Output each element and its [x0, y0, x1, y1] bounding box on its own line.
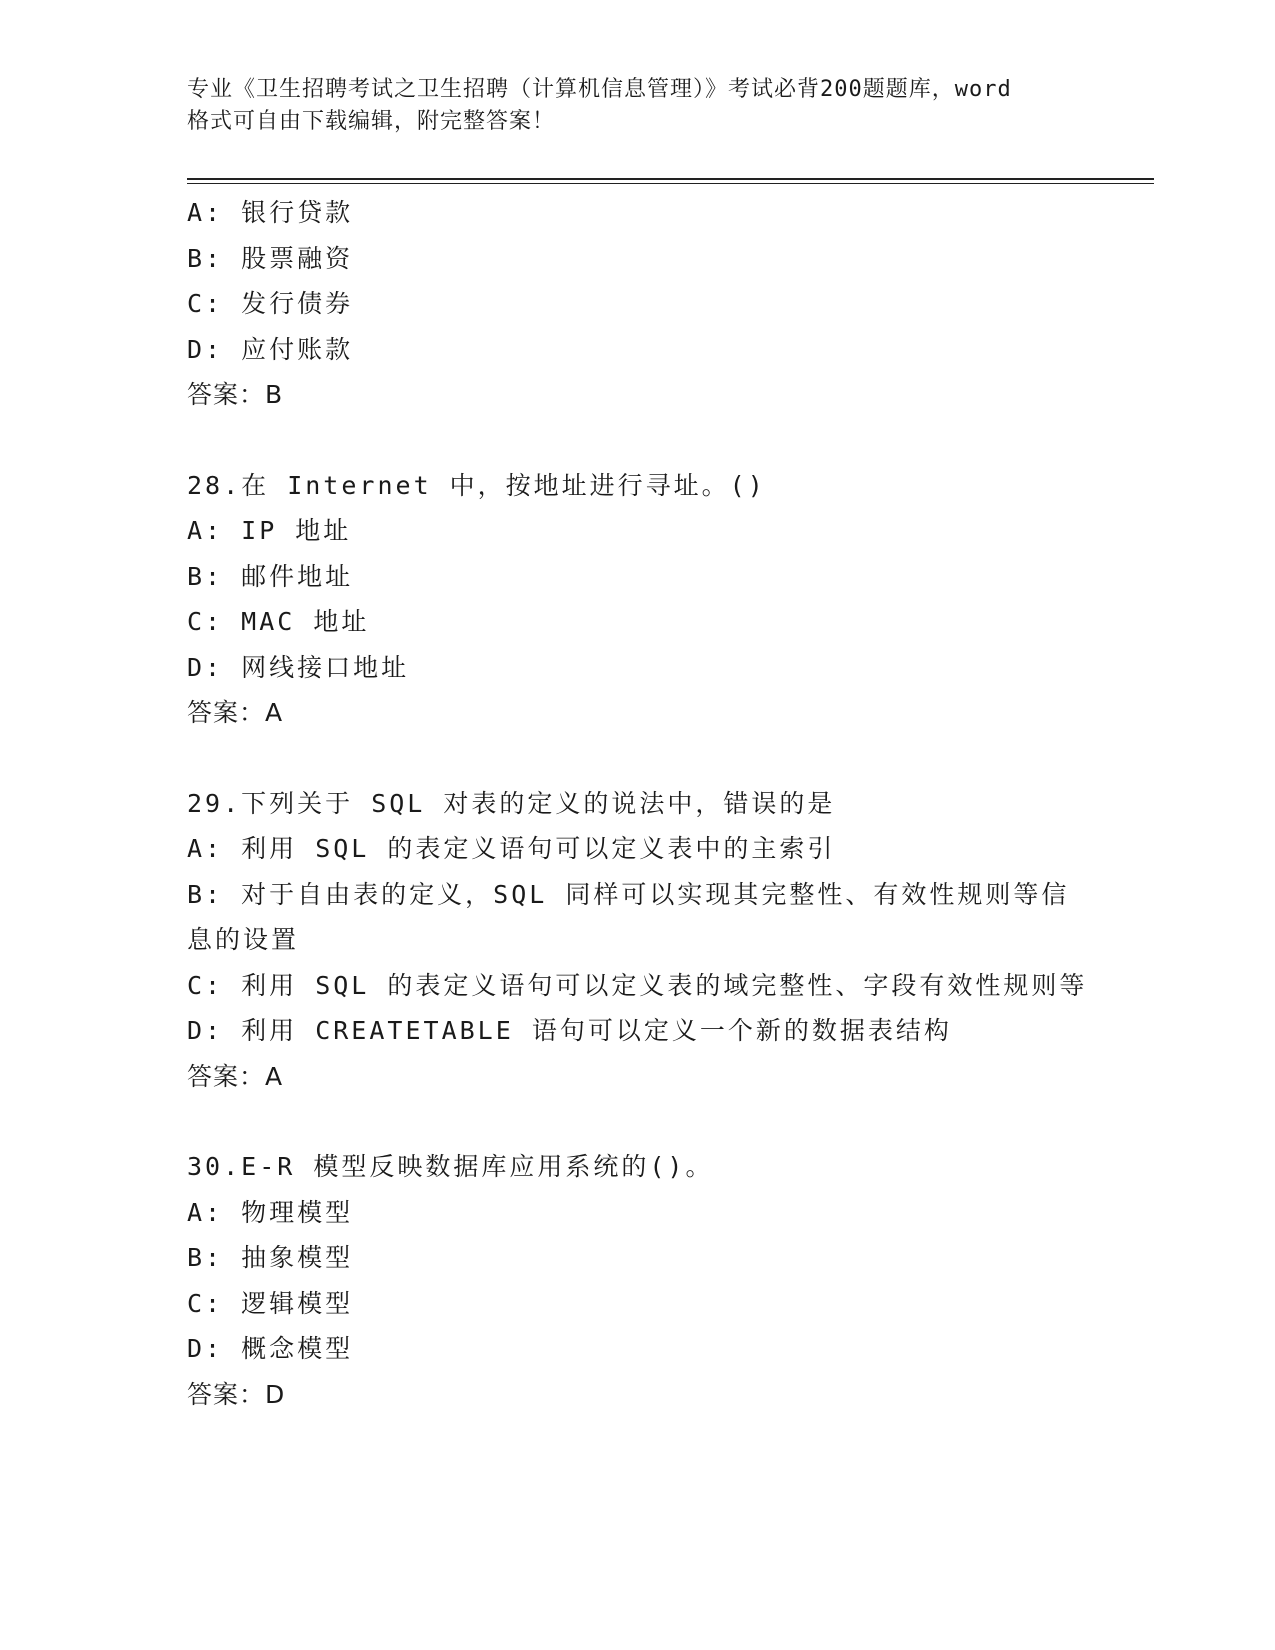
option-d: D: 利用 CREATETABLE 语句可以定义一个新的数据表结构 [187, 1016, 952, 1045]
question-27-block [187, 190, 1087, 418]
option-a: A: 银行贷款 [187, 198, 354, 227]
option-d: D: 概念模型 [187, 1334, 354, 1363]
document-header [187, 74, 1087, 138]
option-a: A: 物理模型 [187, 1197, 354, 1227]
question-list [187, 190, 1087, 1417]
header-line-1: 专业《卫生招聘考试之卫生招聘（计算机信息管理）》考试必背200题题库，word [187, 77, 1012, 102]
question-28-block [187, 463, 1087, 736]
option-b: B: 对于自由表的定义，SQL 同样可以实现其完整性、有效性规则等信 [187, 879, 1070, 909]
option-c: C: 逻辑模型 [187, 1288, 354, 1318]
option-c: C: 发行债券 [187, 289, 354, 318]
option-b: B: 股票融资 [187, 243, 354, 273]
option-b-continued: 息的设置 [187, 925, 300, 954]
question-29-block [187, 781, 1087, 1100]
answer: 答案：A [187, 1061, 284, 1091]
option-d: D: 网线接口地址 [187, 652, 410, 682]
header-divider [187, 178, 1154, 184]
answer: 答案：D [187, 1379, 286, 1409]
option-c: C: MAC 地址 [187, 607, 370, 636]
option-a: A: 利用 SQL 的表定义语句可以定义表中的主索引 [187, 834, 836, 863]
option-b: B: 邮件地址 [187, 561, 354, 591]
question-text: 30.E-R 模型反映数据库应用系统的()。 [187, 1152, 714, 1181]
header-line-2: 格式可自由下载编辑，附完整答案！ [187, 109, 556, 134]
option-c: C: 利用 SQL 的表定义语句可以定义表的域完整性、字段有效性规则等 [187, 970, 1088, 1000]
question-text: 28.在 Internet 中，按地址进行寻址。() [187, 470, 766, 500]
question-text: 29.下列关于 SQL 对表的定义的说法中，错误的是 [187, 788, 836, 818]
question-30-block [187, 1144, 1087, 1417]
option-d: D: 应付账款 [187, 334, 354, 364]
answer: 答案：B [187, 380, 284, 409]
option-a: A: IP 地址 [187, 516, 352, 545]
answer: 答案：A [187, 698, 284, 727]
option-b: B: 抽象模型 [187, 1243, 354, 1272]
